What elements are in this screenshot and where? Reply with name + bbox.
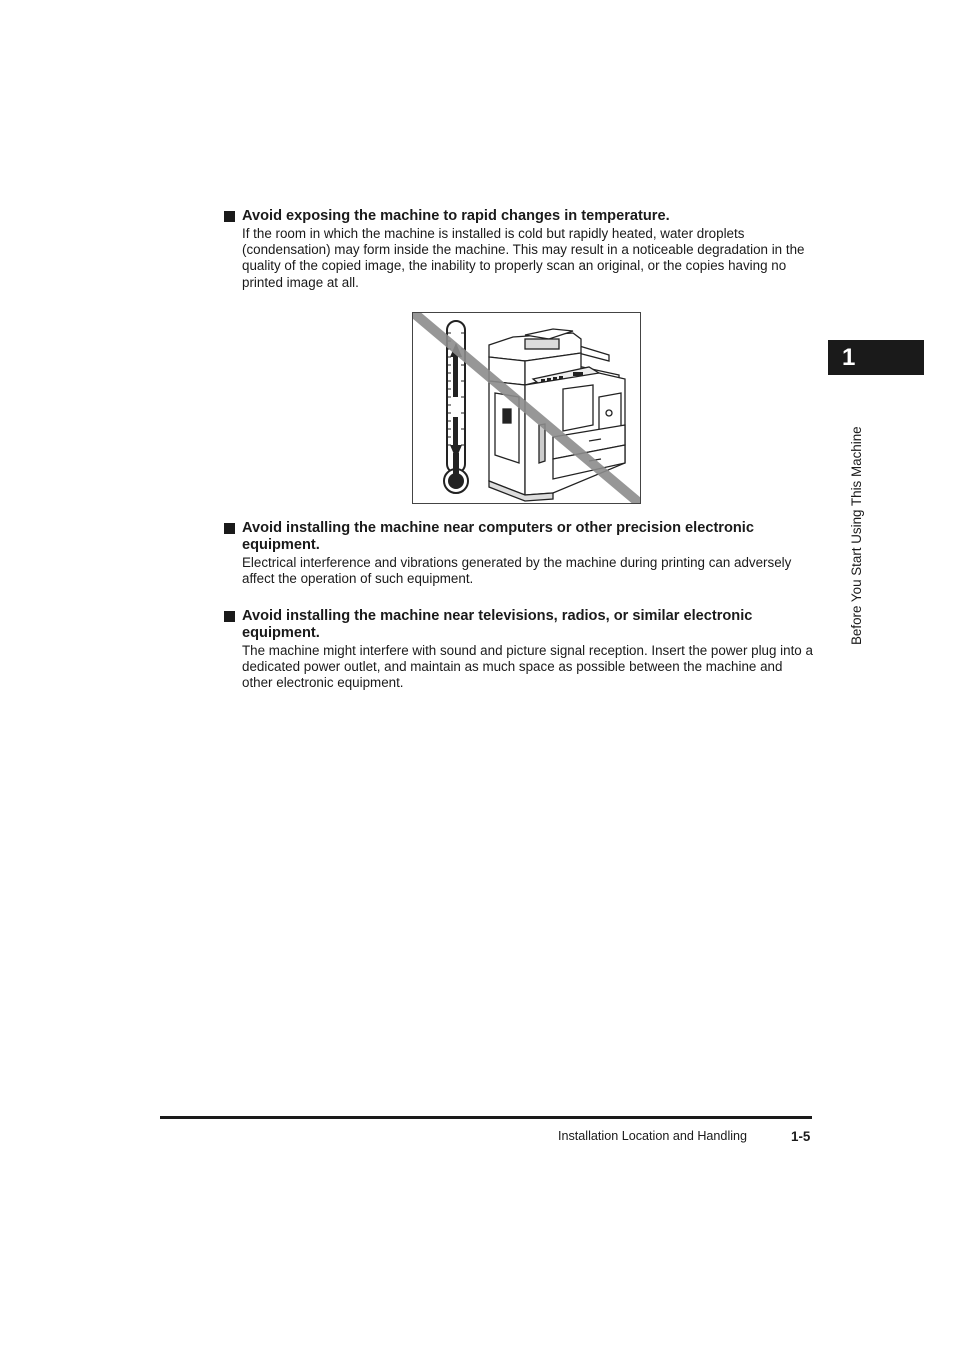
section-body: The machine might interfere with sound and picture signal reception. Insert the power plug into a dedicated power outlet, and maintain as much space as possible between the machine and other electronic equipment. [242,643,813,691]
section-heading [224,608,824,642]
section-heading [224,520,824,554]
square-bullet-icon [224,523,235,534]
section-heading-text: Avoid exposing the machine to rapid changes in temperature. [242,208,670,224]
section-heading-text: Avoid installing the machine near televisions, radios, or similar electronic equipment. [242,608,753,641]
section-tv-radio [224,608,824,692]
section-precision-electronics [224,520,824,587]
section-rapid-temperature [224,208,824,291]
footer-section-title: Installation Location and Handling [558,1129,748,1143]
square-bullet-icon [224,211,235,222]
section-body: If the room in which the machine is installed is cold but rapidly heated, water droplets (condensation) may form inside the machine. This may result in a noticeable degradation in the quality of the copied image, the inability to properly scan an original, or the copies having no printed image at all. [242,226,805,290]
section-body: Electrical interference and vibrations generated by the machine during printing can adversely affect the operation of such equipment. [242,555,792,587]
footer-divider [160,1116,812,1119]
square-bullet-icon [224,611,235,622]
section-heading [224,208,824,225]
temperature-warning-illustration [412,312,641,504]
section-heading-text: Avoid installing the machine near computers or other precision electronic equipment. [242,520,754,553]
page-number: 1-5 [791,1129,811,1144]
chapter-title-vertical: Before You Start Using This Machine [849,426,864,645]
chapter-number-tab: 1 [828,340,924,375]
